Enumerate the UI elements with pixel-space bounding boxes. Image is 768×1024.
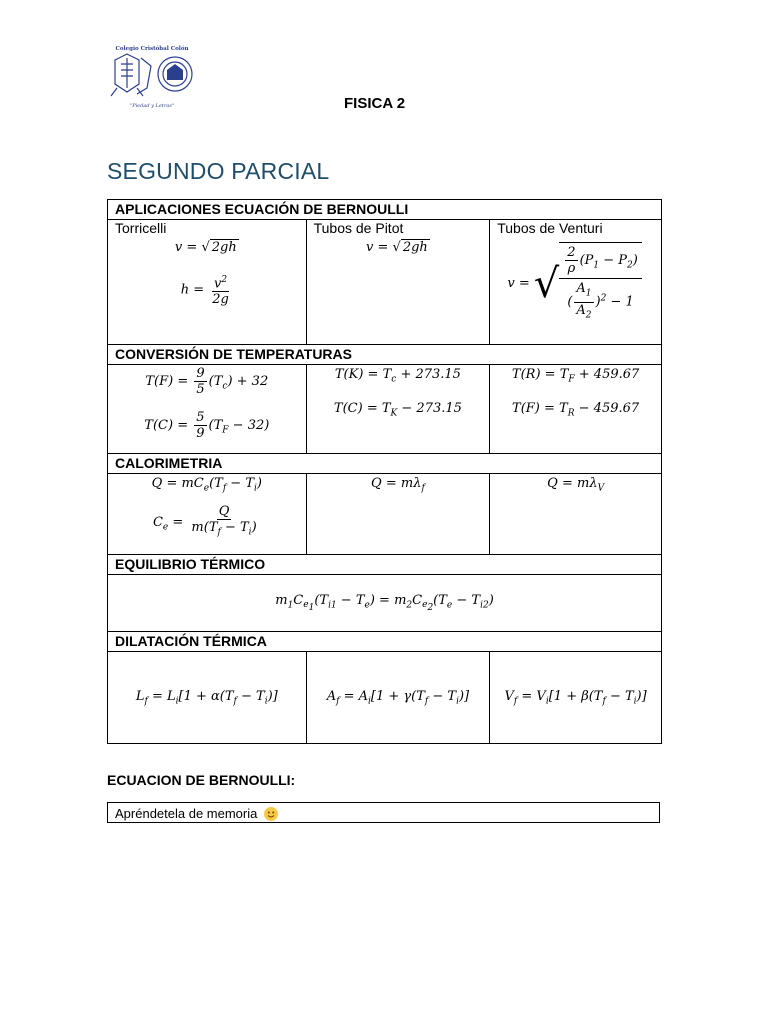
- pitot-cell: [306, 220, 490, 345]
- linear-dilation-formula: $L_f = L_i[1 + \alpha(T_f - T_i)]$: [135, 688, 278, 707]
- rankine-to-fahrenheit-formula: $T(F) = T_R - 459.67$: [512, 400, 640, 419]
- linear-dilation-cell: [108, 652, 307, 744]
- bernoulli-heading: ECUACION DE BERNOULLI:: [107, 772, 296, 788]
- motto-logo-text: "Piedad y Letras": [129, 103, 175, 109]
- volume-dilation-cell: [490, 652, 662, 744]
- section-heading-dilation: DILATACIÓN TÉRMICA: [108, 632, 662, 652]
- fahrenheit-formula: T(F) = $\frac{9}{5}$ $(T_c) + 32$: [145, 366, 269, 397]
- heat-formula: $Q = mC_e(T_f - T_i)$: [151, 476, 262, 494]
- area-dilation-formula: $A_f = A_i[1 + \gamma(T_f - T_i)]$: [326, 688, 470, 707]
- fusion-heat-cell: [306, 474, 490, 555]
- section-heading-equilibrium: EQUILIBRIO TÉRMICO: [108, 555, 662, 575]
- celsius-fahrenheit-cell: [108, 365, 307, 454]
- equilibrium-cell: [108, 575, 662, 632]
- venturi-cell: [490, 220, 662, 345]
- vaporization-heat-formula: $Q = m\lambda_V$: [547, 476, 605, 494]
- pitot-label: Tubos de Pitot: [313, 220, 404, 236]
- kelvin-cell: [306, 365, 490, 454]
- school-crest-logo: [107, 44, 197, 112]
- section-heading-temperatures: CONVERSIÓN DE TEMPERATURAS: [108, 345, 662, 365]
- celsius-formula: T(C) = $\frac{5}{9}$ $(T_F - 32)$: [144, 410, 270, 441]
- smiling-face-icon: [264, 807, 278, 821]
- section-heading-bernoulli: APLICACIONES ECUACIÓN DE BERNOULLI: [108, 200, 662, 220]
- torricelli-velocity-formula: v = √ 2gh: [174, 240, 237, 255]
- venturi-label: Tubos de Venturi: [497, 220, 603, 236]
- torricelli-cell: [108, 220, 307, 345]
- specific-heat-cell: [108, 474, 307, 555]
- section-heading-calorimetry: CALORIMETRIA: [108, 454, 662, 474]
- memorize-note: [107, 802, 660, 823]
- kelvin-to-celsius-formula: $T(C) = T_K - 273.15$: [333, 400, 462, 419]
- rankine-formula: $T(R) = T_F + 459.67$: [511, 367, 640, 385]
- equilibrium-formula: $m_1C_{e_1}(T_{i1} - T_e) = m_2C_{e_2}(T_e - T_{i2})$: [275, 592, 494, 614]
- formula-table: [107, 199, 662, 744]
- venturi-velocity-formula: v = √ $\frac{2}{\rho}$ $(P_1 - P_2)$ ( $\frac{A_1}{A_2}$ )$^2$ − 1: [490, 242, 661, 325]
- kelvin-formula: $T(K) = T_c + 273.15$: [334, 367, 461, 385]
- page-title: SEGUNDO PARCIAL: [107, 158, 330, 184]
- torricelli-label: Torricelli: [115, 220, 167, 236]
- memorize-note-text: Apréndetela de memoria: [115, 806, 258, 821]
- torricelli-height-formula: h = $\frac{v^2}{2g}$: [180, 275, 229, 308]
- area-dilation-cell: [306, 652, 490, 744]
- rankine-cell: [490, 365, 662, 454]
- vaporization-heat-cell: [490, 474, 662, 555]
- course-name: FISICA 2: [344, 95, 406, 112]
- volume-dilation-formula: $V_f = V_i[1 + \beta(T_f - T_i)]$: [504, 688, 647, 707]
- pitot-velocity-formula: v = √ 2gh: [366, 240, 428, 255]
- fusion-heat-formula: $Q = m\lambda_f$: [371, 476, 425, 494]
- school-name-logo-text: Colegio Cristóbal Colón: [115, 46, 189, 52]
- specific-heat-formula: $C_e$ = $\frac{Q}{m(T_f - T_i)}$: [152, 503, 257, 538]
